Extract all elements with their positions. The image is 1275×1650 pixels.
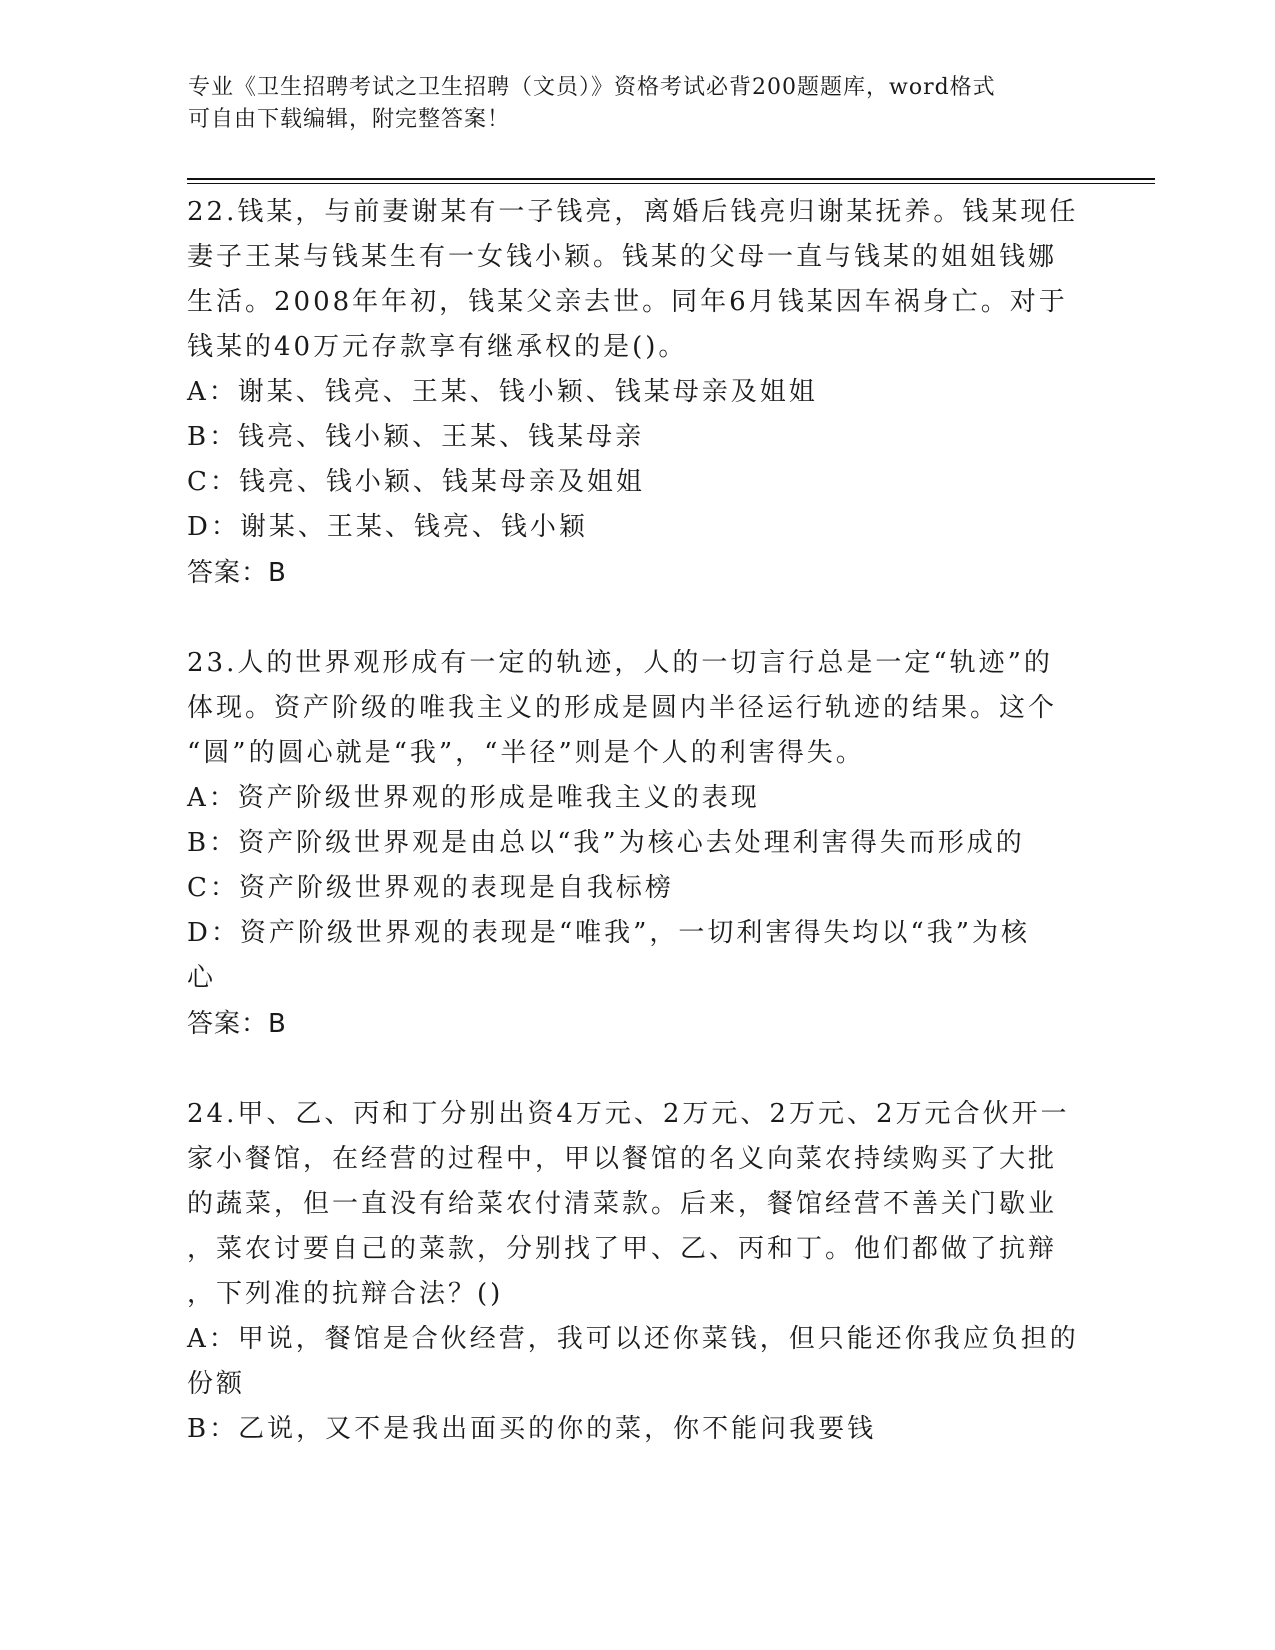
option-a: A：甲说，餐馆是合伙经营，我可以还你菜钱，但只能还你我应负担的 [187,1324,1079,1354]
question-22 [187,190,1087,596]
question-24 [187,1092,1087,1452]
question-stem-line: 22.钱某，与前妻谢某有一子钱亮，离婚后钱亮归谢某抚养。钱某现任 [187,197,1079,227]
header-line-1: 专业《卫生招聘考试之卫生招聘（文员）》资格考试必背200题题库，word格式 [188,75,996,100]
option-d: D：资产阶级世界观的表现是“唯我”，一切利害得失均以“我”为核 [187,918,1031,948]
question-list [187,190,1087,1497]
question-stem-line: 家小餐馆，在经营的过程中，甲以餐馆的名义向菜农持续购买了大批 [187,1144,1058,1174]
option-b: B：乙说，又不是我出面买的你的菜，你不能问我要钱 [187,1414,877,1444]
option-b: B：资产阶级世界观是由总以“我”为核心去处理利害得失而形成的 [187,828,1025,858]
header-line-2: 可自由下载编辑，附完整答案！ [188,107,511,132]
option-a: A：资产阶级世界观的形成是唯我主义的表现 [187,783,760,813]
question-stem-line: “圆”的圆心就是“我”，“半径”则是个人的利害得失。 [187,738,865,768]
question-stem-line: 23.人的世界观形成有一定的轨迹，人的一切言行总是一定“轨迹”的 [187,648,1053,678]
option-c: C：钱亮、钱小颖、钱某母亲及姐姐 [187,467,645,497]
answer-label: 答案：B [187,1009,287,1039]
question-stem-line: 24.甲、乙、丙和丁分别出资4万元、2万元、2万元、2万元合伙开一 [187,1099,1070,1129]
question-stem-line: ，菜农讨要自己的菜款，分别找了甲、乙、丙和丁。他们都做了抗辩 [187,1234,1058,1264]
header-rule-thick [187,178,1155,180]
header-rule-thin [187,183,1155,184]
document-header [188,72,1068,136]
question-stem-line: 的蔬菜，但一直没有给菜农付清菜款。后来，餐馆经营不善关门歇业 [187,1189,1058,1219]
option-d: D：谢某、王某、钱亮、钱小颖 [187,512,588,542]
option-a: A：谢某、钱亮、王某、钱小颖、钱某母亲及姐姐 [187,377,818,407]
question-stem-line: 钱某的40万元存款享有继承权的是()。 [187,332,688,362]
option-a-continued: 份额 [187,1369,246,1399]
answer-label: 答案：B [187,558,287,588]
option-d-continued: 心 [187,963,217,993]
question-23 [187,641,1087,1047]
question-stem-line: 妻子王某与钱某生有一女钱小颖。钱某的父母一直与钱某的姐姐钱娜 [187,242,1058,272]
question-stem-line: 体现。资产阶级的唯我主义的形成是圆内半径运行轨迹的结果。这个 [187,693,1058,723]
question-stem-line: 生活。2008年年初，钱某父亲去世。同年6月钱某因车祸身亡。对于 [187,287,1068,317]
option-c: C：资产阶级世界观的表现是自我标榜 [187,873,674,903]
question-stem-line: ，下列准的抗辩合法？() [187,1279,504,1309]
option-b: B：钱亮、钱小颖、王某、钱某母亲 [187,422,645,452]
